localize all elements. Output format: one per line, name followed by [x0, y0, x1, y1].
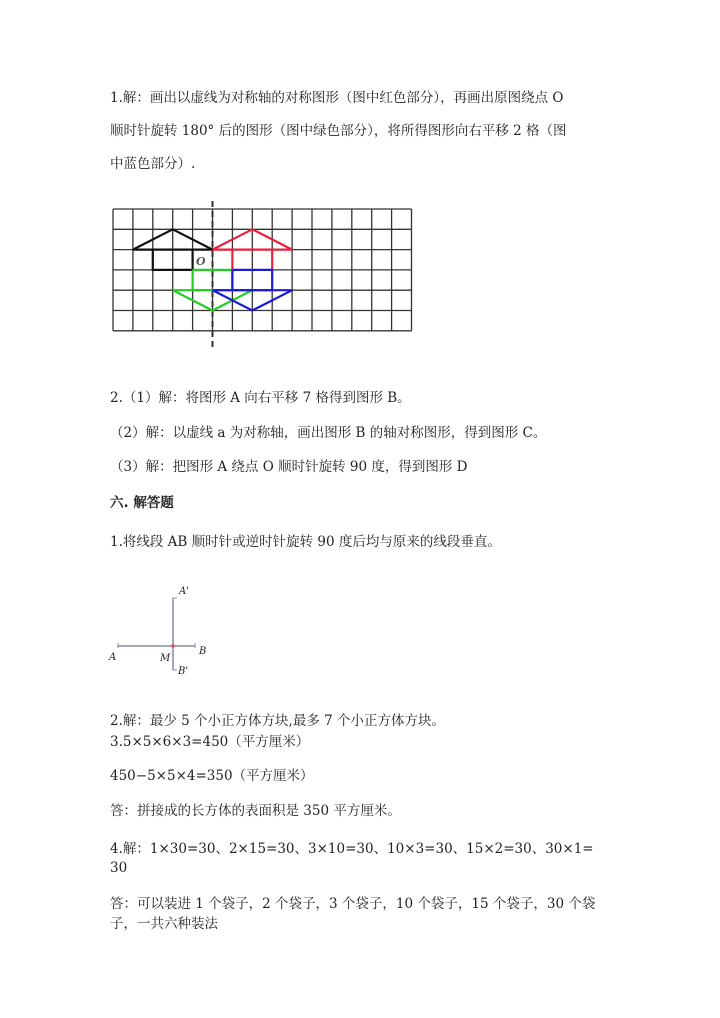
label-a-prime: A'	[179, 586, 189, 597]
grid-figure	[100, 195, 430, 355]
q2-line-3: （3）解：把图形 A 绕点 O 顺时针旋转 90 度，得到图形 D	[110, 459, 468, 475]
segment-rotation-figure	[105, 578, 215, 678]
label-m: M	[160, 653, 171, 664]
answer-3-conclusion: 答：拼接成的长方体的表面积是 350 平方厘米。	[110, 803, 401, 819]
answer-4-conclusion-1: 答：可以装进 1 个袋子，2 个袋子，3 个袋子，10 个袋子，15 个袋子，30 个袋	[110, 896, 596, 912]
answer-4-line-1: 4.解：1×30=30、2×15=30、3×10=30、10×3=30、15×2=30、30×1=	[110, 841, 594, 857]
label-a: A	[109, 652, 117, 663]
label-b-prime: B'	[178, 666, 189, 677]
answer-2: 2.解：最少 5 个小正方体方块,最多 7 个小正方体方块。	[110, 713, 446, 729]
q2-line-1: 2.（1）解：将图形 A 向右平移 7 格得到图形 B。	[110, 390, 411, 406]
section-heading: 六. 解答题	[110, 495, 174, 511]
answer-3-line-1: 3.5×5×6×3=450（平方厘米）	[110, 734, 310, 750]
answer-4-line-2: 30	[110, 860, 128, 876]
point-o-label: O	[196, 255, 206, 268]
q1-line-1: 1.解：画出以虚线为对称轴的对称图形（图中红色部分），再画出原图绕点 O	[110, 90, 564, 106]
answer-1: 1.将线段 AB 顺时针或逆时针旋转 90 度后均与原来的线段垂直。	[110, 534, 501, 550]
answer-4-conclusion-2: 子，一共六种装法	[110, 916, 218, 932]
q1-line-3: 中蓝色部分）.	[110, 156, 196, 172]
label-b: B	[199, 646, 207, 657]
q1-line-2: 顺时针旋转 180° 后的图形（图中绿色部分），将所得图形向右平移 2 格（图	[110, 123, 567, 139]
q2-line-2: （2）解：以虚线 a 为对称轴，画出图形 B 的轴对称图形，得到图形 C。	[110, 425, 547, 441]
answer-3-line-2: 450−5×5×4=350（平方厘米）	[110, 768, 314, 784]
